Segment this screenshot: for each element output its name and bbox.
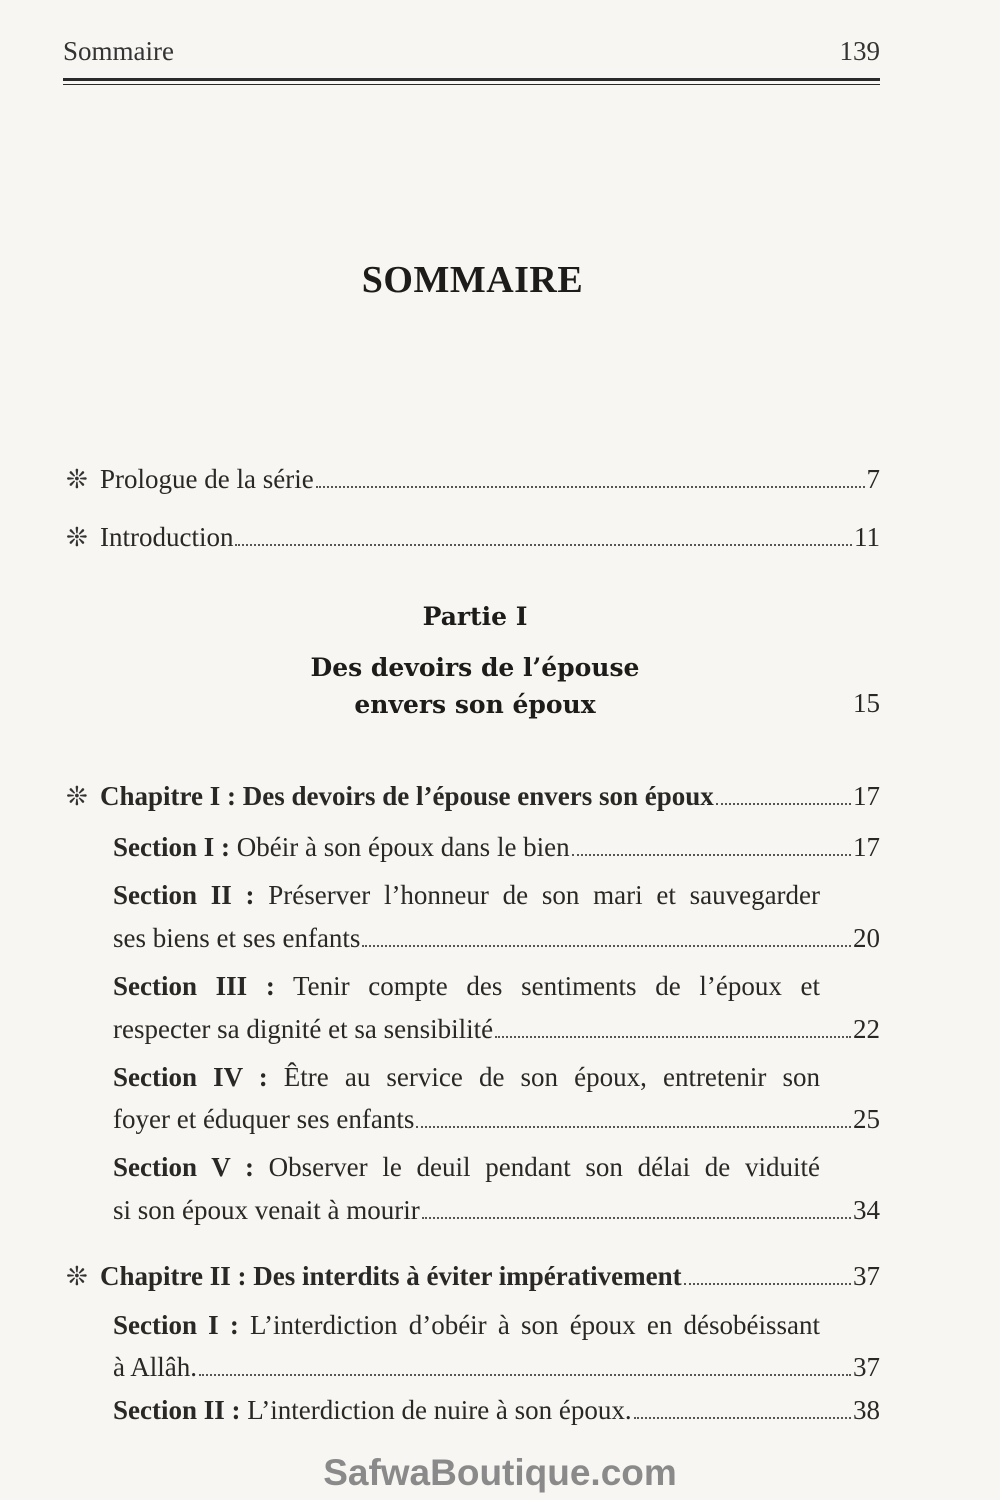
dot-leader — [422, 1217, 851, 1219]
section-label: Section III : — [113, 971, 275, 1001]
entry-page: 38 — [853, 1395, 880, 1425]
entry-page: 17 — [853, 781, 880, 811]
entry-page: 17 — [853, 832, 880, 862]
flower-bullet-icon: ❊ — [66, 523, 88, 552]
entry-page: 37 — [853, 1352, 880, 1382]
entry-page: 20 — [853, 923, 880, 953]
entry-label: Chapitre I : Des devoirs de l’épouse envers son époux — [100, 781, 714, 811]
flower-bullet-icon: ❊ — [66, 465, 88, 494]
section-label: Section V : — [113, 1152, 254, 1182]
entry-page: 34 — [853, 1195, 880, 1225]
flower-bullet-icon: ❊ — [66, 782, 88, 811]
section-text: Préserver l’honneur de son mari et sauvegarder — [268, 880, 821, 910]
section-label: Section I : — [113, 832, 230, 862]
dot-leader — [235, 544, 852, 546]
dot-leader — [684, 1283, 851, 1285]
toc-entry-prologue[interactable] — [66, 462, 880, 497]
toc-section-line2[interactable] — [113, 921, 880, 955]
dot-leader — [316, 486, 865, 488]
section-label: Section I : — [113, 1310, 239, 1340]
section-text: Tenir compte des sentiments de l’époux et — [293, 971, 821, 1001]
dot-leader — [634, 1417, 851, 1419]
section-label: Section II : — [113, 1395, 241, 1425]
toc-section-line2[interactable] — [113, 1012, 880, 1046]
toc-section-line1[interactable] — [113, 971, 820, 1002]
dot-leader — [572, 854, 851, 856]
entry-page: 11 — [854, 522, 880, 552]
entry-page: 25 — [853, 1104, 880, 1134]
toc-chapter-1[interactable] — [66, 779, 880, 814]
dot-leader — [416, 1126, 851, 1128]
section-text: ses biens et ses enfants — [113, 923, 361, 953]
dot-leader — [199, 1374, 851, 1376]
toc-section-line2[interactable] — [113, 1350, 880, 1384]
entry-page: 22 — [853, 1014, 880, 1044]
running-header — [63, 36, 880, 67]
section-label: Section II : — [113, 880, 255, 910]
toc-section-line1[interactable] — [113, 880, 820, 911]
toc-section-line1[interactable] — [113, 1152, 820, 1183]
toc-section-line1[interactable] — [113, 1310, 820, 1341]
dot-leader — [362, 945, 851, 947]
toc-entry-introduction[interactable] — [66, 520, 880, 555]
toc-section[interactable] — [113, 1393, 880, 1427]
section-text: Observer le deuil pendant son délai de viduité — [268, 1152, 820, 1182]
header-rule-thin — [63, 84, 880, 85]
section-text: foyer et éduquer ses enfants — [113, 1104, 415, 1134]
section-label: Section IV : — [113, 1062, 268, 1092]
entry-page: 7 — [866, 464, 880, 494]
entry-label: Prologue de la série — [100, 464, 314, 494]
entry-label: Introduction — [100, 522, 234, 552]
page-number: 139 — [839, 36, 880, 66]
section-text: L’interdiction d’obéir à son époux en désobéissant — [250, 1310, 821, 1340]
section-text: à Allâh. — [113, 1352, 197, 1382]
dot-leader — [716, 803, 851, 805]
section-text: respecter sa dignité et sa sensibilité — [113, 1014, 494, 1044]
toc-section[interactable] — [113, 830, 880, 864]
section-text: si son époux venait à mourir — [113, 1195, 420, 1225]
toc-section-line1[interactable] — [113, 1062, 820, 1093]
dot-leader — [495, 1036, 851, 1038]
section-text: Être au service de son époux, entretenir son — [283, 1062, 820, 1092]
entry-page: 37 — [853, 1261, 880, 1291]
flower-bullet-icon: ❊ — [66, 1262, 88, 1291]
part-label: Partie I — [422, 602, 528, 631]
running-title: Sommaire — [63, 36, 174, 66]
entry-label: Chapitre II : Des interdits à éviter impérativement — [100, 1261, 682, 1291]
header-rule — [63, 78, 880, 81]
toc-chapter-2[interactable] — [66, 1259, 880, 1294]
watermark: SafwaBoutique.com — [323, 1452, 677, 1493]
page-title: SOMMAIRE — [361, 259, 584, 301]
section-text: L’interdiction de nuire à son époux. — [247, 1395, 632, 1425]
section-text: Obéir à son époux dans le bien — [236, 832, 570, 862]
toc-section-line2[interactable] — [113, 1102, 880, 1136]
part-title-line1: Des devoirs de l’épouse — [310, 653, 640, 682]
toc-section-line2[interactable] — [113, 1193, 880, 1227]
part-title-line2: envers son époux — [354, 690, 596, 719]
part-page: 15 — [853, 688, 880, 718]
